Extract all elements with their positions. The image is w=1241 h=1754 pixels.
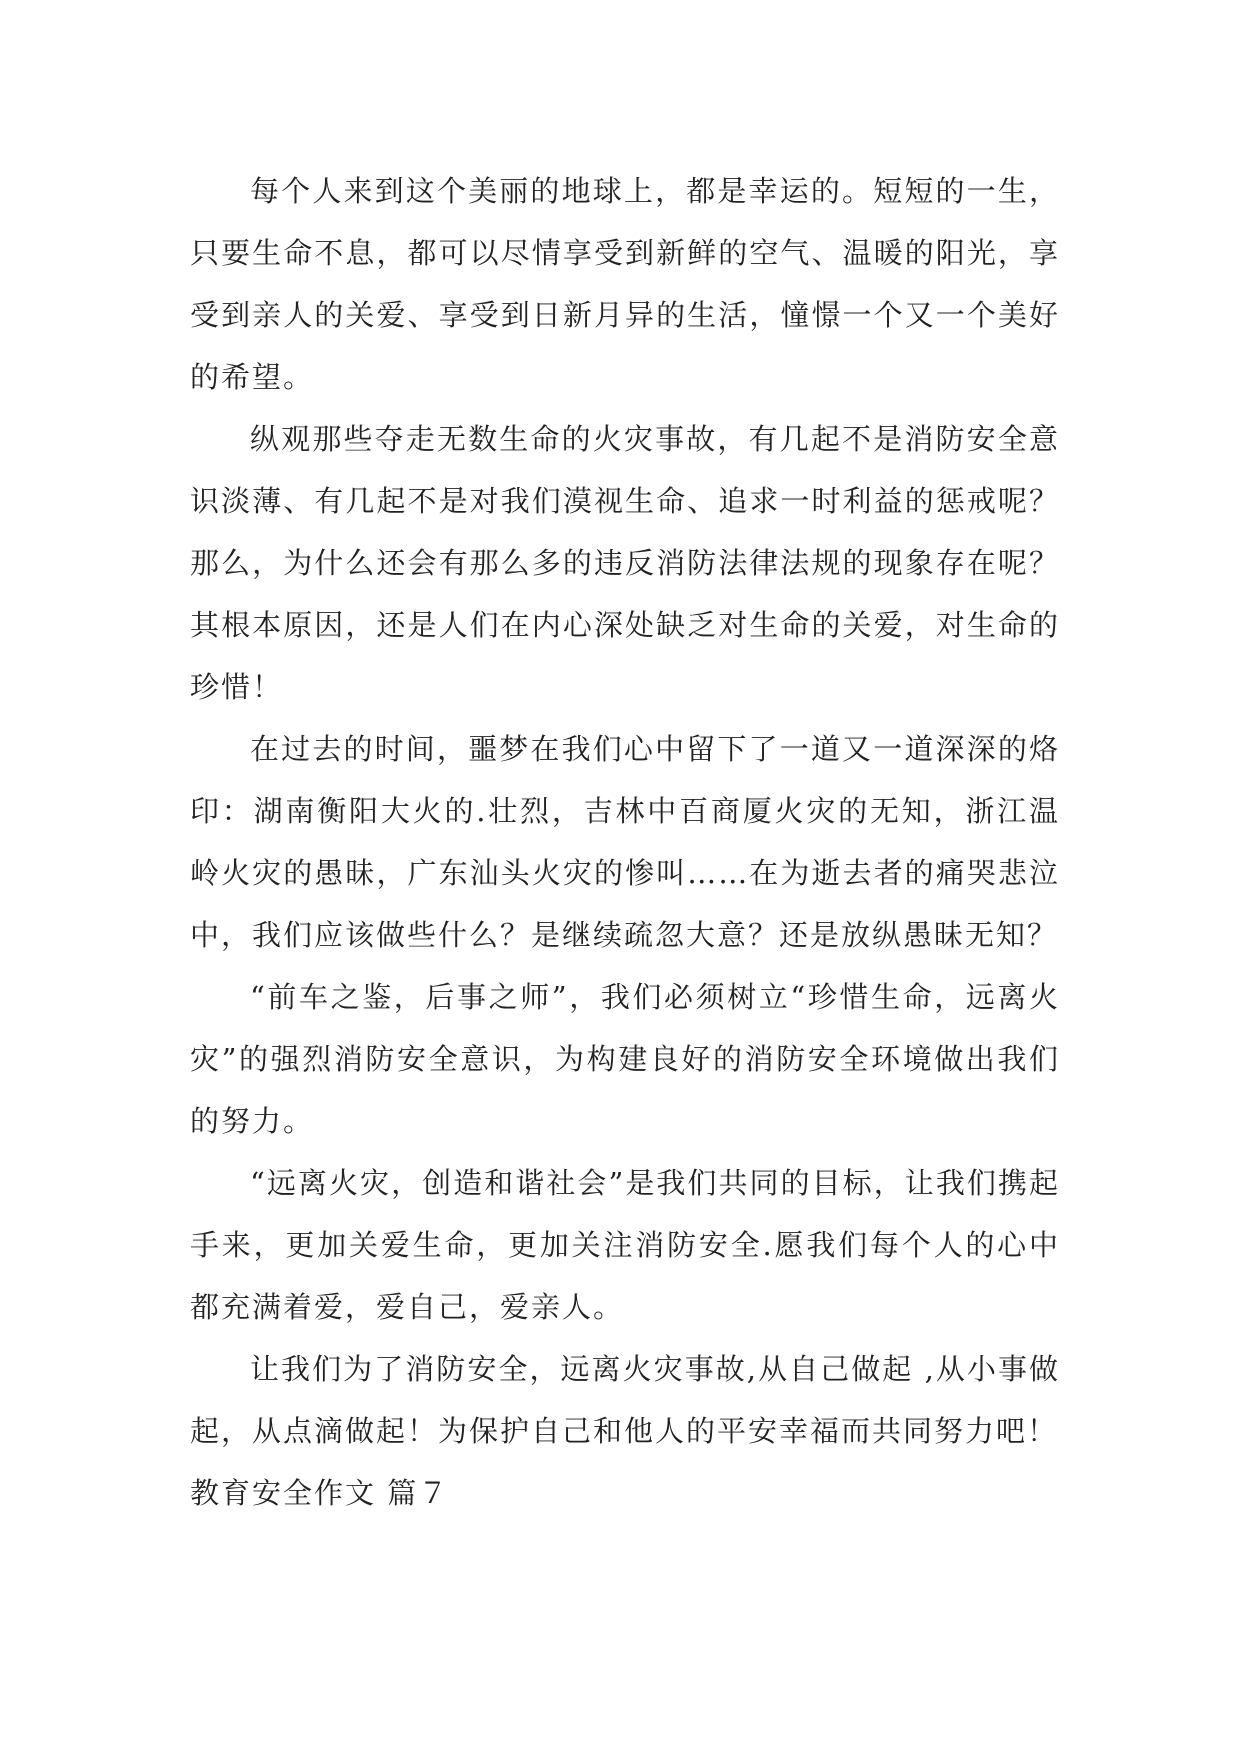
paragraph-3: 在过去的时间，噩梦在我们心中留下了一道又一道深深的烙印：湖南衡阳大火的.壮烈，吉林中百商厦火灾的无知，浙江温岭火灾的愚昧，广东汕头火灾的惨叫……在为逝去者的痛哭悲泣中，我们应该做些什么？是继续疏忽大意？还是放纵愚昧无知？ (190, 732, 1060, 952)
document-page (190, 160, 1060, 1524)
paragraph-1: 每个人来到这个美丽的地球上，都是幸运的。短短的一生，只要生命不息，都可以尽情享受到新鲜的空气、温暖的阳光，享受到亲人的关爱、享受到日新月异的生活，憧憬一个又一个美好的希望。 (190, 174, 1060, 394)
section-heading: 教育安全作文 篇７ (190, 1476, 450, 1510)
paragraph-5: “远离火灾，创造和谐社会”是我们共同的目标，让我们携起手来，更加关爱生命，更加关注消防安全.愿我们每个人的心中都充满着爱，爱自己，爱亲人。 (190, 1166, 1060, 1324)
paragraph-4: “前车之鉴，后事之师”，我们必须树立“珍惜生命，远离火灾”的强烈消防安全意识，为构建良好的消防安全环境做出我们的努力。 (190, 980, 1060, 1138)
paragraph-2: 纵观那些夺走无数生命的火灾事故，有几起不是消防安全意识淡薄、有几起不是对我们漠视生命、追求一时利益的惩戒呢？那么，为什么还会有那么多的违反消防法律法规的现象存在呢？其根本原因，还是人们在内心深处缺乏对生命的关爱，对生命的珍惜！ (190, 422, 1060, 704)
paragraph-6: 让我们为了消防安全，远离火灾事故,从自己做起 ,从小事做起，从点滴做起！为保护自己和他人的平安幸福而共同努力吧！ (190, 1352, 1060, 1448)
